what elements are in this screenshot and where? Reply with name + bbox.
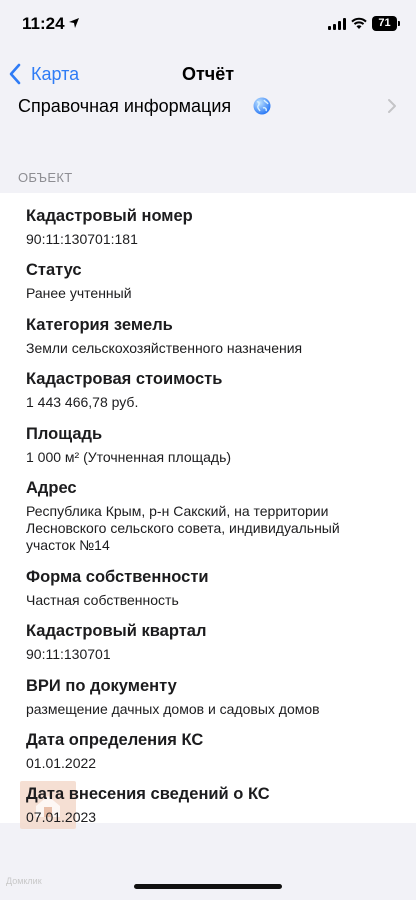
address-line: участок №14 — [26, 537, 110, 553]
field-value: 07.01.2023 — [26, 809, 97, 825]
field-ownership-form — [26, 568, 209, 609]
field-value: 1 443 466,78 руб. — [26, 394, 139, 410]
field-cadastral-number — [26, 207, 193, 248]
address-line: Республика Крым, р-н Сакский, на территории — [26, 503, 329, 519]
field-value: Частная собственность — [26, 592, 179, 608]
battery-level: 71 — [378, 17, 391, 29]
field-value: Ранее учтенный — [26, 285, 132, 301]
field-value: 90:11:130701 — [26, 646, 111, 662]
watermark-text: Домклик — [6, 876, 42, 886]
field-label: Дата внесения сведений о КС — [26, 785, 270, 803]
field-value: 90:11:130701:181 — [26, 231, 138, 247]
field-label: Кадастровый номер — [26, 207, 193, 225]
field-value: размещение дачных домов и садовых домов — [26, 701, 320, 717]
field-label: Кадастровый квартал — [26, 622, 207, 640]
reference-info-label: Справочная информация — [18, 96, 232, 116]
field-label: Форма собственности — [26, 568, 209, 586]
field-valuation-date — [26, 731, 203, 772]
field-value: 1 000 м² (Уточненная площадь) — [26, 449, 232, 465]
field-label: Площадь — [26, 425, 103, 443]
field-valuation-entry-date — [26, 785, 270, 826]
reference-info-row[interactable] — [0, 90, 416, 126]
chevron-right-icon — [387, 98, 397, 114]
field-label: Адрес — [26, 479, 77, 497]
globe-icon — [252, 96, 272, 116]
field-label: Кадастровая стоимость — [26, 370, 223, 388]
field-permitted-use — [26, 677, 320, 718]
field-value: Земли сельскохозяйственного назначения — [26, 340, 303, 356]
field-value — [26, 503, 340, 554]
field-label: Дата определения КС — [26, 731, 204, 749]
address-line: Лесновского сельского совета, индивидуальный — [26, 520, 340, 536]
field-address — [26, 479, 340, 554]
section-header: ОБЪЕКТ — [18, 170, 73, 185]
status-time: 11:24 — [22, 14, 65, 33]
field-land-category — [26, 316, 302, 357]
field-area — [26, 425, 231, 466]
cellular-signal-icon — [328, 18, 346, 30]
field-label: Статус — [26, 261, 82, 279]
field-cadastral-value — [26, 370, 222, 411]
field-status — [26, 261, 132, 302]
battery-icon — [372, 16, 397, 31]
field-label: Категория земель — [26, 316, 173, 334]
page-title: Отчёт — [181, 64, 235, 84]
home-indicator[interactable] — [134, 884, 282, 889]
field-label: ВРИ по документу — [26, 677, 177, 695]
field-value: 01.01.2022 — [26, 755, 97, 771]
back-button-label: Карта — [31, 63, 80, 84]
field-cadastral-quarter — [26, 622, 206, 663]
location-arrow-icon — [68, 17, 80, 29]
status-bar — [0, 0, 416, 50]
wifi-icon — [351, 17, 367, 30]
